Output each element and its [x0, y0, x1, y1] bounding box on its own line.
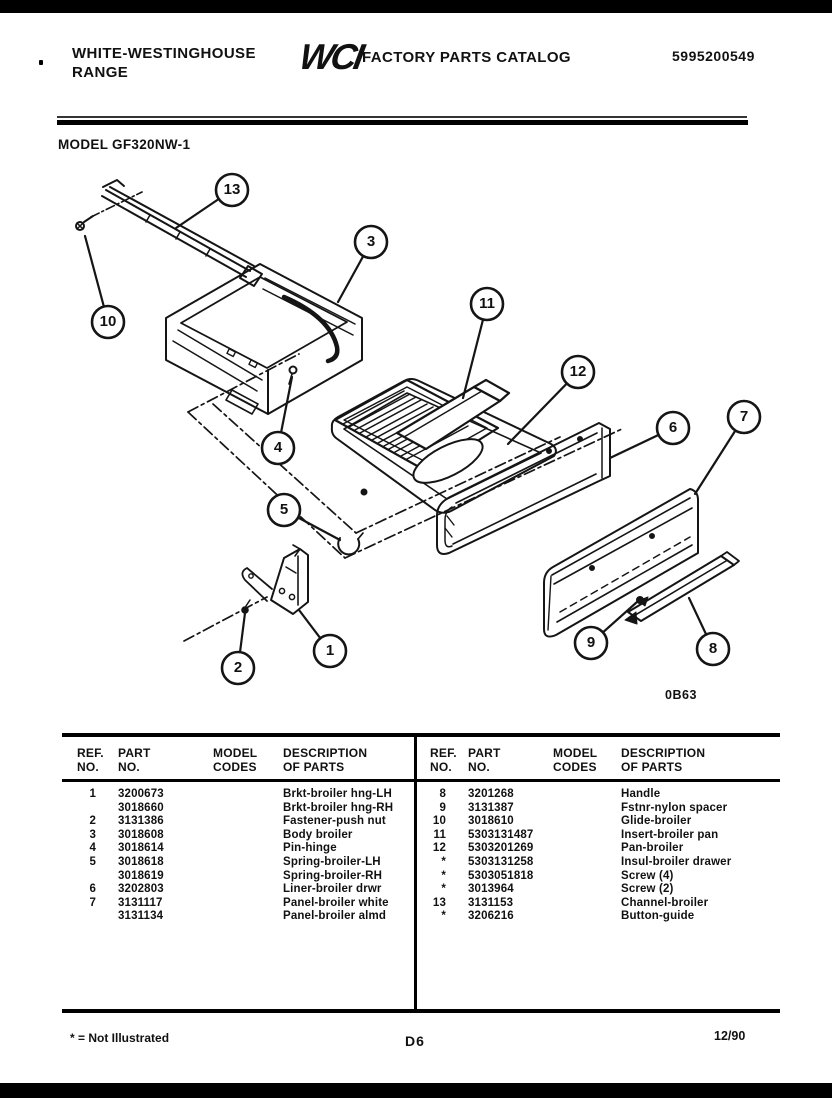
brand-name	[72, 44, 256, 82]
part-no: 5303131487	[468, 828, 534, 841]
col-ref-l2: NO.	[77, 760, 99, 774]
model-codes	[213, 856, 283, 870]
part-no: 5303201269	[468, 842, 534, 855]
part-no: 3018614	[118, 842, 164, 855]
col-part-l2: NO.	[468, 760, 490, 774]
callout-8: 8	[708, 640, 718, 657]
part-no: 3200673	[118, 788, 164, 800]
part-desc: Spring-broiler-RH	[283, 869, 383, 882]
ref-no	[62, 910, 118, 924]
part-no: 3018610	[468, 815, 514, 828]
part-no: 3018619	[118, 869, 164, 882]
brand-line1: WHITE-WESTINGHOUSE	[72, 45, 256, 62]
ref-no: 9	[439, 801, 446, 814]
model-codes	[213, 802, 283, 816]
col-ref-l1: REF.	[430, 746, 457, 760]
ref-no: 13	[432, 896, 446, 909]
part-no: 3131153	[468, 896, 514, 909]
part-no: 3131387	[468, 801, 514, 814]
bracket-drawing	[242, 545, 308, 614]
ref-no: *	[441, 883, 446, 896]
callout-6: 6	[668, 419, 678, 436]
ref-no	[62, 802, 118, 816]
part-desc: Panel-broiler almd	[283, 910, 387, 923]
glide-broiler-drawing	[76, 192, 142, 230]
model-codes	[553, 897, 621, 911]
part-no: 3131134	[118, 910, 164, 923]
part-desc: Insert-broiler pan	[621, 828, 719, 841]
col-model-l2: CODES	[213, 760, 257, 774]
part-no: 5303131258	[468, 855, 534, 868]
ref-no: *	[441, 910, 446, 923]
col-desc-l2: OF PARTS	[621, 760, 683, 774]
ref-no: 4	[89, 842, 96, 855]
part-desc: Brkt-broiler hng-LH	[283, 788, 392, 800]
part-desc: Insul-broiler drawer	[621, 855, 732, 868]
col-desc-l1: DESCRIPTION	[621, 746, 706, 760]
bottom-scan-bar	[0, 1083, 832, 1098]
part-desc: Pin-hinge	[283, 842, 337, 855]
part-no: 5303051818	[468, 869, 534, 882]
model-codes	[213, 870, 283, 884]
part-no: 3018608	[118, 828, 164, 841]
callout-11: 11	[479, 295, 495, 312]
ref-no: 12	[432, 842, 446, 855]
table-bottom-rule	[62, 1009, 780, 1013]
model-codes	[553, 870, 621, 884]
model-codes	[553, 883, 621, 897]
ref-no: 8	[439, 788, 446, 800]
callout-13: 13	[223, 181, 241, 198]
part-no: 3202803	[118, 883, 164, 896]
ref-no: *	[441, 855, 446, 868]
part-desc: Fstnr-nylon spacer	[621, 801, 728, 814]
ink-dot	[39, 60, 43, 65]
model-codes	[553, 842, 621, 856]
model-codes	[213, 788, 283, 802]
model-codes	[553, 910, 621, 924]
part-desc: Panel-broiler white	[283, 896, 389, 909]
brand-line2: RANGE	[72, 64, 129, 81]
left-table-rows	[62, 788, 413, 924]
col-part-l2: NO.	[118, 760, 140, 774]
part-desc: Button-guide	[621, 910, 695, 923]
callout-9: 9	[586, 634, 596, 651]
wci-logo: WCI	[296, 36, 365, 77]
part-no: 3206216	[468, 910, 514, 923]
part-no: 3201268	[468, 788, 514, 800]
model-codes	[553, 802, 621, 816]
not-illustrated-note: * = Not Illustrated	[70, 1031, 170, 1045]
part-desc: Channel-broiler	[621, 896, 709, 909]
model-codes	[213, 883, 283, 897]
callout-12: 12	[569, 363, 587, 380]
part-desc: Body broiler	[283, 828, 353, 841]
ref-no: 6	[89, 883, 96, 896]
ref-no: 11	[433, 828, 446, 841]
part-desc: Pan-broiler	[621, 842, 684, 855]
part-no: 3131386	[118, 815, 164, 828]
part-desc: Handle	[621, 788, 661, 800]
part-no: 3131117	[118, 896, 163, 909]
col-ref-l1: REF.	[77, 746, 104, 760]
col-model-l1: MODEL	[213, 746, 258, 760]
ref-no: 7	[89, 896, 96, 909]
left-table-header	[62, 746, 413, 774]
part-no: 3013964	[468, 883, 514, 896]
callout-7: 7	[739, 408, 749, 425]
part-desc: Glide-broiler	[621, 815, 692, 828]
date-code: 12/90	[714, 1029, 746, 1043]
catalog-title: FACTORY PARTS CATALOG	[362, 49, 571, 66]
page-code: D6	[405, 1033, 425, 1049]
right-table-header	[417, 746, 780, 774]
body-broiler-drawing	[166, 264, 362, 414]
ref-no: 3	[89, 828, 96, 841]
part-desc: Screw (4)	[621, 869, 674, 882]
part-desc: Spring-broiler-LH	[283, 855, 381, 868]
part-no: 3018660	[118, 801, 164, 814]
publication-number: 5995200549	[672, 48, 755, 64]
model-codes	[553, 815, 621, 829]
header-rule-thick	[57, 120, 748, 125]
callout-10: 10	[99, 313, 117, 330]
part-desc: Brkt-broiler hng-RH	[283, 801, 394, 814]
ref-no: *	[441, 869, 446, 882]
col-desc-l1: DESCRIPTION	[283, 746, 368, 760]
table-top-rule	[62, 733, 780, 737]
col-part-l1: PART	[118, 746, 151, 760]
ref-no: 5	[89, 855, 96, 868]
callout-4: 4	[273, 439, 283, 456]
model-number: MODEL GF320NW-1	[58, 137, 191, 152]
ref-no	[62, 870, 118, 884]
header-rule-thin	[57, 116, 747, 118]
part-no: 3018618	[118, 855, 164, 868]
insert-broiler-pan-drawing	[335, 380, 509, 492]
part-desc: Liner-broiler drwr	[283, 883, 382, 896]
model-codes	[553, 829, 621, 843]
model-codes	[553, 856, 621, 870]
ref-no: 1	[89, 788, 96, 800]
model-codes	[213, 829, 283, 843]
model-codes	[213, 910, 283, 924]
model-codes	[553, 788, 621, 802]
part-desc: Screw (2)	[621, 883, 674, 896]
col-model-l1: MODEL	[553, 746, 598, 760]
callout-2: 2	[233, 659, 243, 676]
callout-3: 3	[366, 233, 376, 250]
col-model-l2: CODES	[553, 760, 597, 774]
model-codes	[213, 815, 283, 829]
right-table-rows	[417, 788, 780, 924]
ref-no: 2	[89, 815, 96, 828]
model-codes	[213, 897, 283, 911]
figure-code: 0B63	[665, 688, 697, 702]
col-ref-l2: NO.	[430, 760, 452, 774]
panel-broiler-drawing	[544, 489, 698, 637]
top-scan-bar	[0, 0, 832, 13]
callout-5: 5	[279, 501, 289, 518]
part-desc: Fastener-push nut	[283, 815, 386, 828]
model-codes	[213, 842, 283, 856]
col-desc-l2: OF PARTS	[283, 760, 345, 774]
col-part-l1: PART	[468, 746, 501, 760]
callout-1: 1	[325, 642, 335, 659]
table-header-rule	[62, 779, 780, 782]
ref-no: 10	[432, 815, 446, 828]
